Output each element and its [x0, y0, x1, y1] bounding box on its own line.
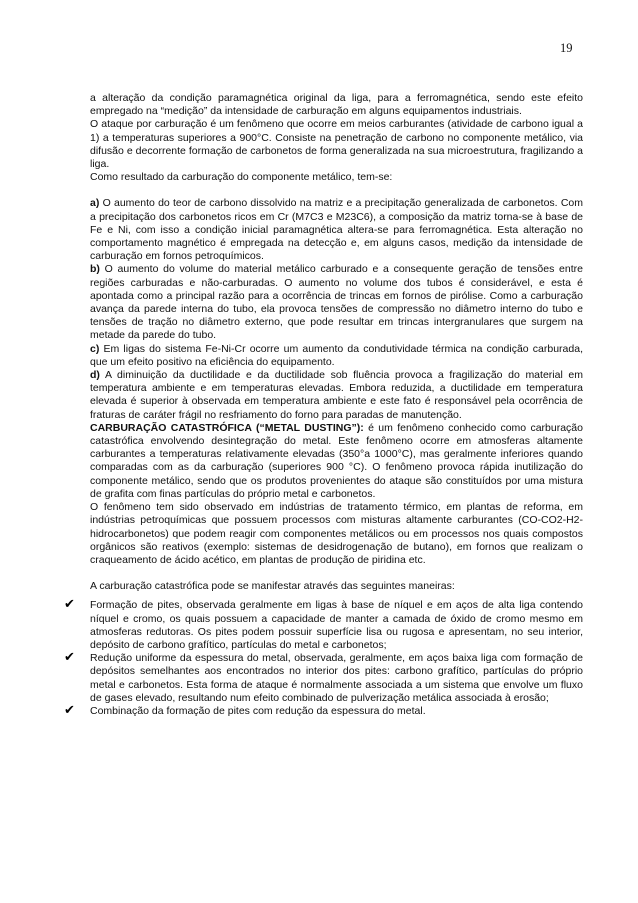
metal-dusting-intro: A carburação catastrófica pode se manifestar através das seguintes maneiras:	[90, 580, 455, 593]
metal-dusting-heading: CARBURAÇÃO CATASTRÓFICA (“METAL DUSTING”):	[90, 421, 364, 434]
checkmark-icon: ✔	[64, 650, 75, 666]
list-item	[64, 702, 583, 718]
metal-dusting-paragraph	[90, 422, 583, 501]
metal-dusting-text: é um fenômeno conhecido como carburação catastrófica envolvendo desintegração do metal. Este fenômeno ocorre em atmosferas altamente carburantes a temperaturas relativamente elevadas (350°a 1000°C), mas geralmente inferiores quando comparadas com as da carburação (superiores 900 °C). O fenômeno provoca rápida inutilização do componente metálico, sendo que os produtos provenientes do ataque são constituídos por uma mistura de grafita com finas partículas do próprio metal e carbonetos.	[90, 421, 583, 500]
item-a-label: a)	[90, 197, 100, 210]
checkmark-icon: ✔	[64, 702, 75, 718]
item-c-text: Em ligas do sistema Fe-Ni-Cr ocorre um aumento da condutividade térmica na condição carburada, que um efeito positivo na eficiência do equipamento.	[90, 342, 583, 368]
item-b-text: O aumento do volume do material metálico carburado e a consequente geração de tensões entre regiões carburadas e não-carburadas. O aumento no volume dos tubos é considerável, e esta é apontada como a principal razão para a ocorrência de trincas em fornos de pirólise. Como a carburação avança da parede interna do tubo, ela provoca tensões de compressão no diâmetro interno do tubo e tensões de tração no diâmetro externo, que pode resultar em trincas intergranulares que surgem na metade da parede do tubo.	[90, 263, 583, 342]
paragraph-3: Como resultado da carburação do componente metálico, tem-se:	[90, 171, 393, 184]
list-item-text: Combinação da formação de pites com redução da espessura do metal.	[90, 704, 426, 717]
list-item	[64, 597, 583, 652]
item-c-label: c)	[90, 342, 100, 355]
item-a-text: O aumento do teor de carbono dissolvido na matriz e a precipitação generalizada de carbonetos. Com a precipitação dos carbonetos ricos em Cr (M7C3 e M23C6), a composição da matriz torna-se à base de Fe e Ni, com isso a condição inicial paramagnética altera-se para ferromagnética. Esta alteração no comportamento magnético é empregada na detecção e, em alguns casos, medição da intensidade de carburação em fornos petroquímicos.	[90, 197, 583, 263]
list-item-text: Redução uniforme da espessura do metal, observada, geralmente, em aços baixa liga com formação de depósitos semelhantes aos encontrados no interior dos pites: carbono grafítico, partículas do próprio metal e carbonetos. Esta forma de ataque é normalmente associada a um sistema que envolve um fluxo de gases elevado, resultando num efeito combinado de pulverização metálica associada à erosão;	[90, 652, 583, 704]
page-number: 19	[560, 41, 573, 55]
item-d	[90, 369, 583, 422]
paragraph-1: a alteração da condição paramagnética original da liga, para a ferromagnética, sendo este efeito empregado na “medição” da intensidade de carburação em alguns equipamentos industriais.	[90, 92, 583, 118]
item-b-label: b)	[90, 263, 100, 276]
list-item	[64, 650, 583, 705]
item-b	[90, 263, 583, 342]
item-c	[90, 343, 583, 369]
item-d-label: d)	[90, 369, 100, 382]
metal-dusting-paragraph-2: O fenômeno tem sido observado em indústrias de tratamento térmico, em plantas de reforma, em indústrias petroquímicas que possuem processos com misturas altamente carburantes (CO-CO2-H2-hidrocarbonetos) que podem reagir com componentes metálicos ou em processos nos quais compostos orgânicos são reativos (exemplo: sistemas de desidrogenação de butano), em fornos que realizam o craqueamento de ácido acético, em plantas de produção de piridina etc.	[90, 501, 583, 566]
item-d-text: A diminuição da ductilidade e da ductilidade sob fluência provoca a fragilização do material em temperatura ambiente e em temperaturas elevadas. Embora reduzida, a ductilidade em temperatura elevada é superior à observada em temperatura ambiente e este fato é responsável pela ocorrência de fraturas de caráter frágil no resfriamento do forno para paradas de manutenção.	[90, 369, 583, 421]
paragraph-2: O ataque por carburação é um fenômeno que ocorre em meios carburantes (atividade de carbono igual a 1) a temperaturas superiores a 900°C. Consiste na penetração de carbono no componente metálico, via difusão e decorrente formação de carbonetos de forma generalizada na sua microestrutura, fragilizando a liga.	[90, 118, 583, 171]
page-body	[64, 92, 583, 718]
checkmark-icon: ✔	[64, 597, 75, 613]
manifestation-list	[64, 597, 583, 718]
item-a	[90, 197, 583, 263]
list-item-text: Formação de pites, observada geralmente em ligas à base de níquel e em aços de alta liga contendo níquel e cromo, os quais possuem a capacidade de manter a camada de óxido de cromo mesmo em atmosferas redutoras. Os pites podem possuir superfície lisa ou rugosa e apresentam, no seu interior, depósito de carbono grafítico, partículas do metal e carbonetos;	[90, 599, 583, 651]
